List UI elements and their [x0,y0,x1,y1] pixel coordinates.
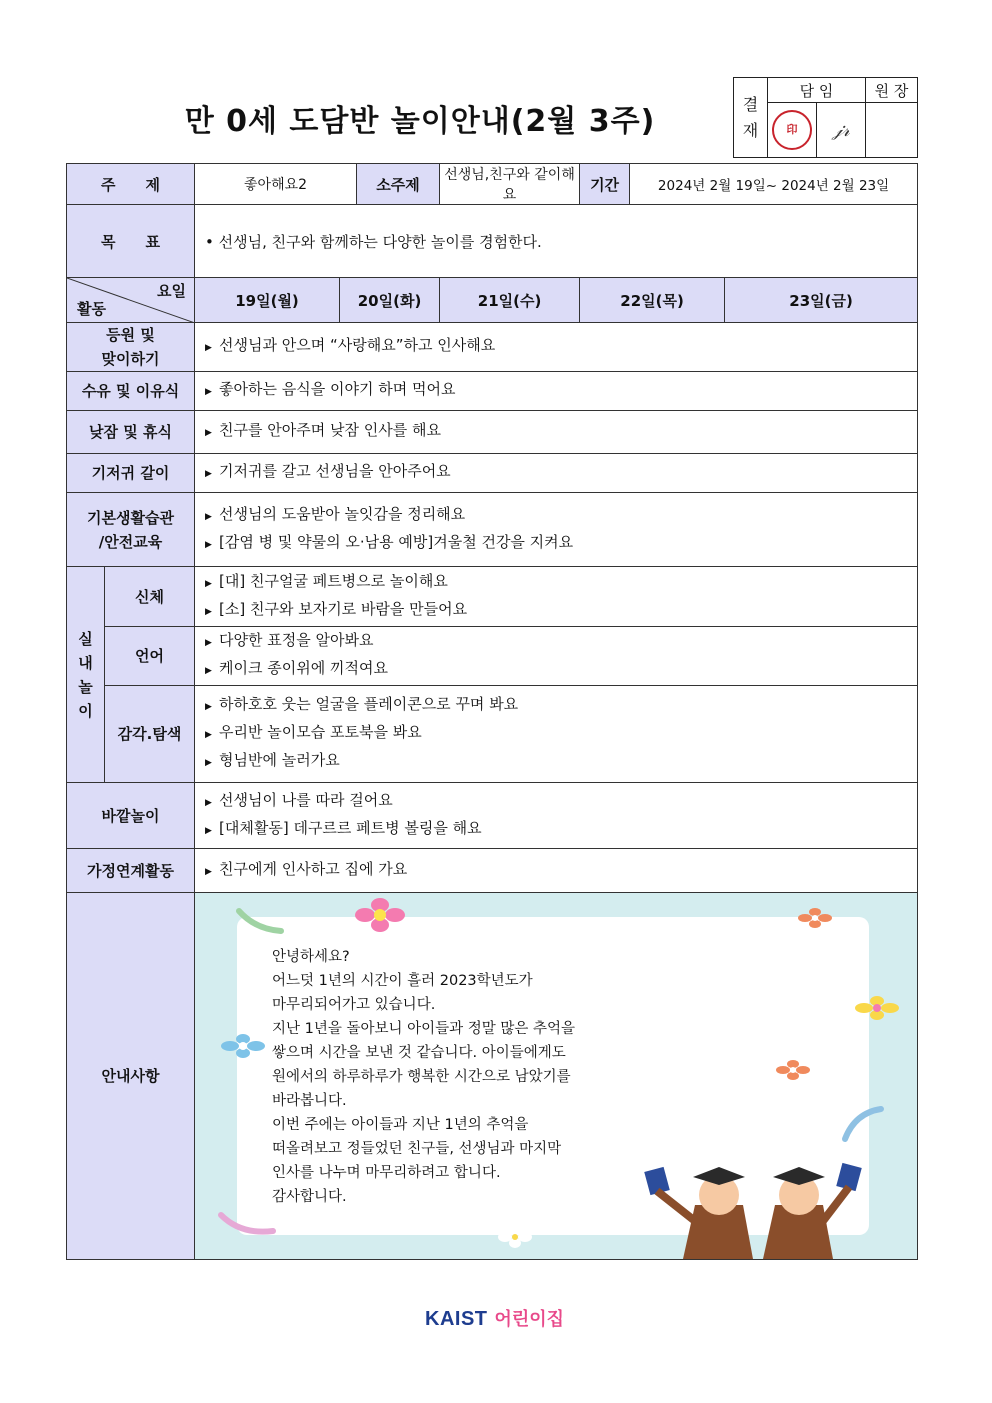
day-header: 20일(화) [340,278,440,323]
routine-label-nap: 낮잠 및 휴식 [67,411,195,454]
list-item: ▶ 다양한 표정을 알아봐요 [205,628,917,656]
triangle-bullet-icon: ▶ [205,666,212,676]
notice-line: 이번 주에는 아이들과 지난 1년의 추억을 [272,1117,529,1133]
day-header: 19일(월) [195,278,340,323]
outdoor-play-content [195,783,918,849]
white-flower-icon [495,1225,535,1249]
orange-flower-icon [793,907,837,929]
corner-activity-label: 활동 [77,300,106,318]
routine-content-feeding [195,372,918,411]
triangle-bullet-icon: ▶ [205,387,212,397]
period-label: 기간 [580,164,630,205]
list-item: ▶ 우리반 놀이모습 포토북을 봐요 [205,720,917,748]
goal-label: 목 표 [67,205,195,278]
pink-flower-icon [345,897,415,933]
approval-label: 결 재 [734,78,768,158]
day-header: 22일(목) [580,278,725,323]
triangle-bullet-icon: ▶ [205,702,212,712]
day-header: 21일(수) [440,278,580,323]
period-value: 2024년 2월 19일~ 2024년 2월 23일 [630,164,918,205]
approval-box [733,77,918,158]
routine-content-nap [195,411,918,454]
list-item: ▶ 케이크 종이위에 끼적여요 [205,656,917,684]
day-activity-corner [67,278,195,323]
list-item: ▶ 선생님의 도움받아 놀잇감을 정리해요 [205,502,917,530]
indoor-area-label-sensory: 감각.탐색 [105,686,195,783]
theme-label: 주 제 [67,164,195,205]
indoor-area-content-physical [195,567,918,627]
home-activity-label: 가정연계활동 [67,849,195,893]
theme-value: 좋아해요2 [195,164,357,205]
notice-label: 안내사항 [67,893,195,1260]
approval-teacher-label: 담 임 [768,78,866,103]
triangle-bullet-icon: ▶ [205,866,212,877]
notice-line: 감사합니다. [272,1189,347,1205]
page-title: 만 0세 도담반 놀이안내(2월 3주) [184,104,656,139]
list-item: ▶ 선생님과 안으며 “사랑해요”하고 인사해요 [205,333,917,361]
outdoor-play-label: 바깥놀이 [67,783,195,849]
blue-flower-icon [217,1033,269,1059]
routine-content-habits [195,493,918,567]
footer-logo [425,1305,564,1331]
list-item: ▶ [대] 친구얼굴 페트병으로 놀이해요 [205,569,917,597]
indoor-area-label-language: 언어 [105,627,195,686]
triangle-bullet-icon: ▶ [205,638,212,648]
notice-cell [195,893,918,1260]
teacher-signature-cell [817,103,866,158]
triangle-bullet-icon: ▶ [205,758,212,768]
notice-text [272,945,692,1209]
notice-line: 지난 1년을 돌아보니 아이들과 정말 많은 추억을 [272,1021,576,1037]
list-item: ▶ 선생님이 나를 따라 걸어요 [205,788,917,816]
notice-frame [195,893,917,1259]
subtheme-value: 선생님,친구와 같이해요 [440,164,580,205]
notice-line: 마무리되어가고 있습니다. [272,997,436,1013]
seal-stamp-icon: 印 [772,110,812,150]
routine-label-diaper: 기저귀 갈이 [67,454,195,493]
routine-label-habits: 기본생활습관 /안전교육 [67,493,195,567]
list-item: ▶ [대체활동] 데구르르 페트병 볼링을 해요 [205,816,917,844]
triangle-bullet-icon: ▶ [205,825,212,836]
triangle-bullet-icon: ▶ [205,428,212,438]
list-item: ▶ [감염 병 및 약물의 오·남용 예방]겨울철 건강을 지켜요 [205,530,917,558]
indoor-area-content-language [195,627,918,686]
footer-brand: KAIST [425,1308,488,1330]
list-item: ▶ 형님반에 놀러가요 [205,748,917,776]
list-item: ▶ 기저귀를 갈고 선생님을 안아주어요 [205,459,917,487]
yellow-flower-icon [850,995,904,1021]
plan-table [66,163,918,1260]
triangle-bullet-icon: ▶ [205,797,212,808]
approval-director-label: 원 장 [866,78,918,103]
notice-line: 인사를 나누며 마무리하려고 합니다. [272,1165,501,1181]
list-item: ▶ 친구에게 인사하고 집에 가요 [205,857,917,885]
list-item: ▶ 하하호호 웃는 얼굴을 플레이콘으로 꾸며 봐요 [205,692,917,720]
signature-icon: 𝒿𝓇 [832,119,850,141]
footer-name: 어린이집 [494,1309,565,1330]
home-activity-content [195,849,918,893]
subtheme-label: 소주제 [357,164,440,205]
notice-line: 쌓으며 시간을 보낸 것 같습니다. 아이들에게도 [272,1045,566,1061]
triangle-bullet-icon: ▶ [205,343,212,353]
routine-content-arrival [195,323,918,372]
indoor-area-content-sensory [195,686,918,783]
notice-line: 떠올려보고 정들었던 친구들, 선생님과 마지막 [272,1141,562,1157]
pink-ribbon-icon [217,1209,277,1239]
list-item: ▶ 친구를 안아주며 낮잠 인사를 해요 [205,418,917,446]
goal-value: • 선생님, 친구와 함께하는 다양한 놀이를 경험한다. [195,205,918,278]
director-signature-cell [866,103,918,158]
triangle-bullet-icon: ▶ [205,730,212,740]
notice-line: 원에서의 하루하루가 행복한 시간으로 남았기를 [272,1069,571,1085]
triangle-bullet-icon: ▶ [205,511,212,522]
notice-line: 안녕하세요? [272,949,350,965]
triangle-bullet-icon: ▶ [205,469,212,479]
list-item: ▶ [소] 친구와 보자기로 바람을 만들어요 [205,597,917,625]
list-item: ▶ 좋아하는 음식을 이야기 하며 먹어요 [205,377,917,405]
triangle-bullet-icon: ▶ [205,578,212,589]
triangle-bullet-icon: ▶ [205,539,212,550]
triangle-bullet-icon: ▶ [205,606,212,617]
day-header: 23일(금) [725,278,918,323]
notice-line: 어느덧 1년의 시간이 흘러 2023학년도가 [272,973,533,989]
small-orange-flower-icon [771,1059,815,1081]
routine-label-feeding: 수유 및 이유식 [67,372,195,411]
routine-content-diaper [195,454,918,493]
notice-line: 바라봅니다. [272,1093,347,1109]
teacher-seal-cell [768,103,817,158]
blue-ribbon-icon [835,1103,885,1143]
ribbon-icon [235,907,285,937]
corner-day-label: 요일 [157,282,187,300]
indoor-play-label: 실 내 놀 이 [67,567,105,783]
routine-label-arrival: 등원 및 맞이하기 [67,323,195,372]
indoor-area-label-physical: 신체 [105,567,195,627]
